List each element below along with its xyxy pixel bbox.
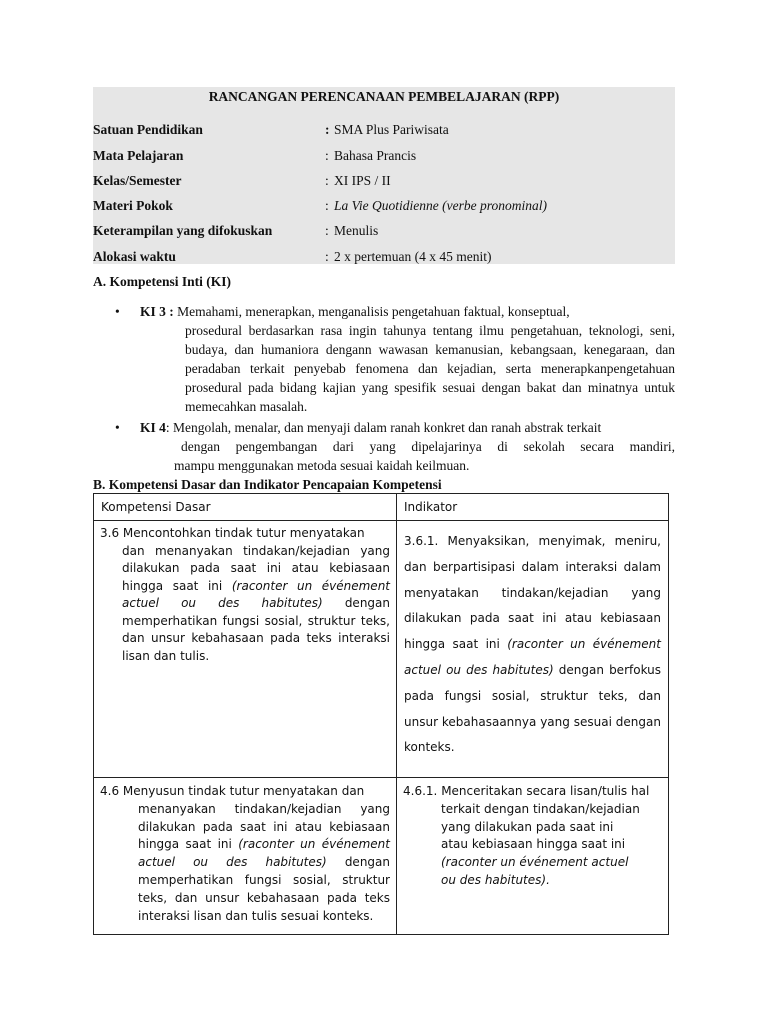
column-header-indikator: Indikator — [397, 494, 669, 521]
bullet-icon: • — [115, 420, 120, 435]
info-row-keterampilan — [93, 220, 675, 242]
indicator-text-plain: 3.6.1. Menyaksikan, menyimak, meniru, dan berpartisipasi dalam interaksi dalam menyatakan tindakan/kejadian yang dilakukan pada saat ini atau kebiasaan hingga saat ini — [404, 534, 661, 652]
indicator-text — [403, 801, 641, 890]
ki4-last-line: mampu menggunakan metoda sesuai kaidah keilmuan. — [174, 458, 470, 473]
kd-number: 3.6 — [100, 526, 120, 540]
info-value: Menulis — [334, 223, 379, 238]
info-label: Mata Pelajaran — [93, 148, 184, 163]
table-row — [94, 521, 669, 778]
kd-first-line — [100, 525, 390, 543]
ki3-first-text: Memahami, menerapkan, menganalisis pengetahuan faktual, konseptual, — [177, 304, 570, 319]
indicator-4-6-1 — [397, 778, 668, 890]
indicator-cell — [397, 778, 669, 935]
info-value: Bahasa Prancis — [334, 148, 417, 163]
info-value: XI IPS / II — [334, 173, 391, 188]
kd-text-italic: (raconter un événement actuel ou des habitutes) — [122, 578, 391, 610]
document-title: RANCANGAN PERENCANAAN PEMBELAJARAN (RPP) — [208, 89, 560, 104]
indicator-text-italic: (raconter un événement actuel ou des habitutes) — [404, 637, 661, 677]
kd-text-plain: dengan memperhatikan fungsi sosial, struktur teks, dan unsur kebahasaan pada teks interaksi lisan dan tulis sesuai konteks. — [138, 855, 390, 923]
info-value: La Vie Quotidienne (verbe pronominal) — [334, 198, 547, 213]
kd-text — [100, 801, 390, 926]
kd-4-6 — [94, 778, 396, 925]
competency-table — [93, 493, 669, 935]
info-colon: : — [325, 173, 329, 188]
ki4-first-line — [140, 418, 601, 437]
ki4-item — [93, 418, 675, 476]
info-colon: : — [325, 249, 329, 264]
info-row-satuan-pendidikan — [93, 119, 675, 141]
info-row-mata-pelajaran — [93, 145, 675, 167]
ki4-first-text: : Mengolah, menalar, dan menyaji dalam ranah konkret dan ranah abstrak terkait — [165, 420, 602, 435]
info-value: SMA Plus Pariwisata — [334, 122, 449, 137]
table-header-row — [94, 494, 669, 521]
kd-number: 4.6 — [100, 784, 120, 798]
info-label: Alokasi waktu — [93, 249, 176, 264]
indicator-text-italic: (raconter un événement actuel ou des habitutes). — [441, 855, 629, 887]
info-label: Keterampilan yang difokuskan — [93, 223, 273, 238]
info-colon: : — [325, 198, 329, 213]
section-a-heading: A. Kompetensi Inti (KI) — [93, 274, 231, 289]
kd-cell — [94, 778, 397, 935]
ki3-label: KI 3 : — [140, 304, 174, 319]
info-row-kelas-semester — [93, 170, 675, 192]
info-colon: : — [325, 223, 329, 238]
info-colon: : — [325, 122, 330, 137]
indicator-number: 4.6.1. — [403, 784, 438, 798]
ki4-text: dengan pengembangan dari yang dipelajarinya di sekolah secara mandiri, — [181, 439, 675, 454]
kd-text-italic: (raconter un événement actuel ou des habitutes) — [138, 837, 390, 870]
info-label: Materi Pokok — [93, 198, 173, 213]
kd-first-line — [100, 783, 390, 801]
indicator-3-6-1 — [397, 521, 668, 761]
indicator-text-plain: terkait dengan tindakan/kejadian yang dilakukan pada saat ini atau kebiasaan hingga saat ini — [441, 801, 640, 852]
info-value: 2 x pertemuan (4 x 45 menit) — [334, 249, 492, 264]
info-colon: : — [325, 148, 329, 163]
indicator-cell — [397, 521, 669, 778]
column-header-kompetensi-dasar: Kompetensi Dasar — [94, 494, 397, 521]
info-row-alokasi-waktu — [93, 246, 675, 268]
kd-text — [100, 543, 390, 666]
kd-first-text: Mencontohkan tindak tutur menyatakan — [122, 526, 365, 540]
kd-text-plain: menanyakan tindakan/kejadian yang dilakukan pada saat ini atau kebiasaan hingga saat ini — [138, 801, 390, 852]
indicator-first-line — [403, 783, 661, 801]
bullet-icon: • — [115, 304, 120, 319]
ki4-label: KI 4 — [140, 420, 166, 435]
kd-text-plain: dan menanyakan tindakan/kejadian yang dilakukan pada saat ini atau kebiasaan hingga saat ini — [122, 543, 390, 593]
kd-text-plain: dengan memperhatikan fungsi sosial, struktur teks, dan unsur kebahasaan pada teks interaksi lisan dan tulis. — [122, 596, 390, 663]
kd-cell — [94, 521, 397, 778]
table-row — [94, 778, 669, 935]
kd-3-6 — [94, 521, 396, 665]
kd-first-text: Menyusun tindak tutur menyatakan dan — [122, 784, 365, 798]
ki3-first-line — [140, 302, 570, 321]
ki3-item — [93, 302, 675, 418]
info-label: Kelas/Semester — [93, 173, 182, 188]
indicator-first-text: Menceritakan secara lisan/tulis hal — [441, 784, 650, 798]
section-b-heading: B. Kompetensi Dasar dan Indikator Pencapaian Kompetensi — [93, 477, 442, 492]
info-row-materi-pokok — [93, 195, 675, 217]
info-label: Satuan Pendidikan — [93, 122, 203, 137]
indicator-text-plain: dengan berfokus pada fungsi sosial, struktur teks, dan unsur kebahasaannya yang sesuai dengan konteks. — [404, 662, 662, 755]
ki3-text: prosedural berdasarkan rasa ingin tahunya tentang ilmu pengetahuan, teknologi, seni, budaya, dan humaniora dengann wawasan kemanusian, kebangsaan, kenegaraan, dan peradaban terkait penyebab fenomena dan kejadian, serta menerapkanpengetahuan prosedural pada bidang kajian yang spesifik sesuai dengan bakat dan minatnya untuk memecahkan masalah. — [185, 323, 675, 414]
